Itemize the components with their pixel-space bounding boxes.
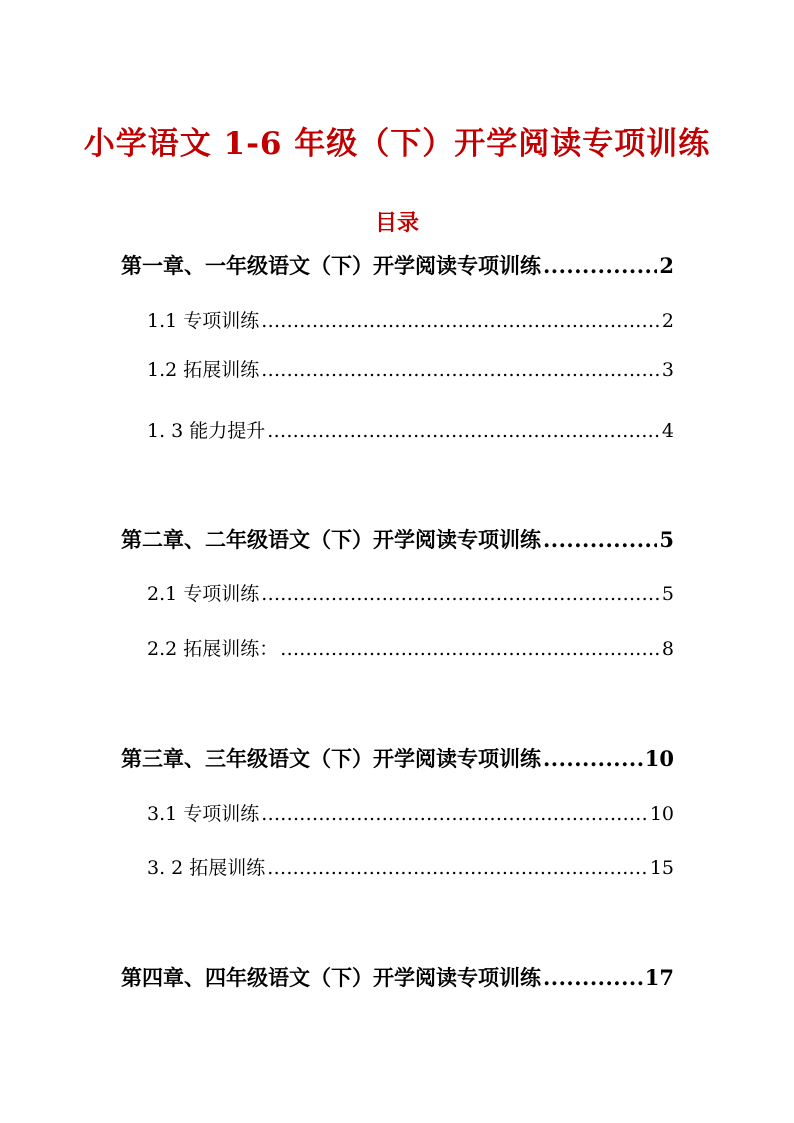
toc-chapter-2[interactable] [121, 524, 674, 554]
toc-dot-leader [543, 253, 657, 278]
toc-entry-label: 第二章、二年级语文（下）开学阅读专项训练 [121, 527, 541, 552]
toc-section-2-2[interactable] [147, 634, 674, 661]
toc-section-3-1[interactable] [147, 799, 674, 826]
toc-dot-leader [261, 803, 648, 825]
toc-entry-label: 1. 3 能力提升 [147, 420, 266, 442]
toc-entry-label: 第一章、一年级语文（下）开学阅读专项训练 [121, 253, 541, 278]
toc-page-number: 5 [661, 583, 674, 605]
toc-page-number: 10 [644, 746, 674, 771]
toc-entry-label: 3. 2 拓展训练 [147, 857, 266, 879]
toc-section-2-1[interactable] [147, 579, 674, 606]
toc-dot-leader [543, 965, 643, 990]
toc-dot-leader [543, 746, 643, 771]
document-title: 小学语文 1-6 年级（下）开学阅读专项训练 [83, 126, 711, 162]
toc-page-number: 2 [661, 310, 674, 332]
toc-dot-leader [261, 583, 660, 605]
toc-page-number: 15 [649, 857, 674, 879]
toc-dot-leader [261, 359, 660, 381]
toc-page-number: 5 [659, 527, 674, 552]
toc-section-1-3[interactable] [147, 416, 674, 443]
toc-section-1-1[interactable] [147, 306, 674, 333]
toc-dot-leader [261, 310, 660, 332]
toc-heading: 目录 [374, 210, 419, 236]
toc-entry-label: 2.1 专项训练 [147, 583, 260, 605]
toc-entry-label: 第三章、三年级语文（下）开学阅读专项训练 [121, 746, 541, 771]
toc-dot-leader [267, 420, 660, 442]
toc-section-1-2[interactable] [147, 355, 674, 382]
toc-dot-leader [543, 527, 657, 552]
toc-page-number: 10 [649, 803, 674, 825]
toc-dot-leader [267, 857, 648, 879]
toc-page-number: 8 [661, 638, 674, 660]
toc-page-number: 17 [644, 965, 674, 990]
toc-page-number: 4 [661, 420, 674, 442]
toc-page-number: 3 [661, 359, 674, 381]
toc-chapter-1[interactable] [121, 250, 674, 280]
toc-page-number: 2 [659, 253, 674, 278]
toc-entry-label: 第四章、四年级语文（下）开学阅读专项训练 [121, 965, 541, 990]
toc-entry-label: 1.2 拓展训练 [147, 359, 260, 381]
toc-entry-label: 2.2 拓展训练： [147, 638, 279, 660]
toc-entry-label: 3.1 专项训练 [147, 803, 260, 825]
toc-entry-label: 1.1 专项训练 [147, 310, 260, 332]
toc-dot-leader [280, 638, 660, 660]
toc-section-3-2[interactable] [147, 853, 674, 880]
toc-chapter-3[interactable] [121, 743, 674, 773]
toc-chapter-4[interactable] [121, 962, 674, 992]
